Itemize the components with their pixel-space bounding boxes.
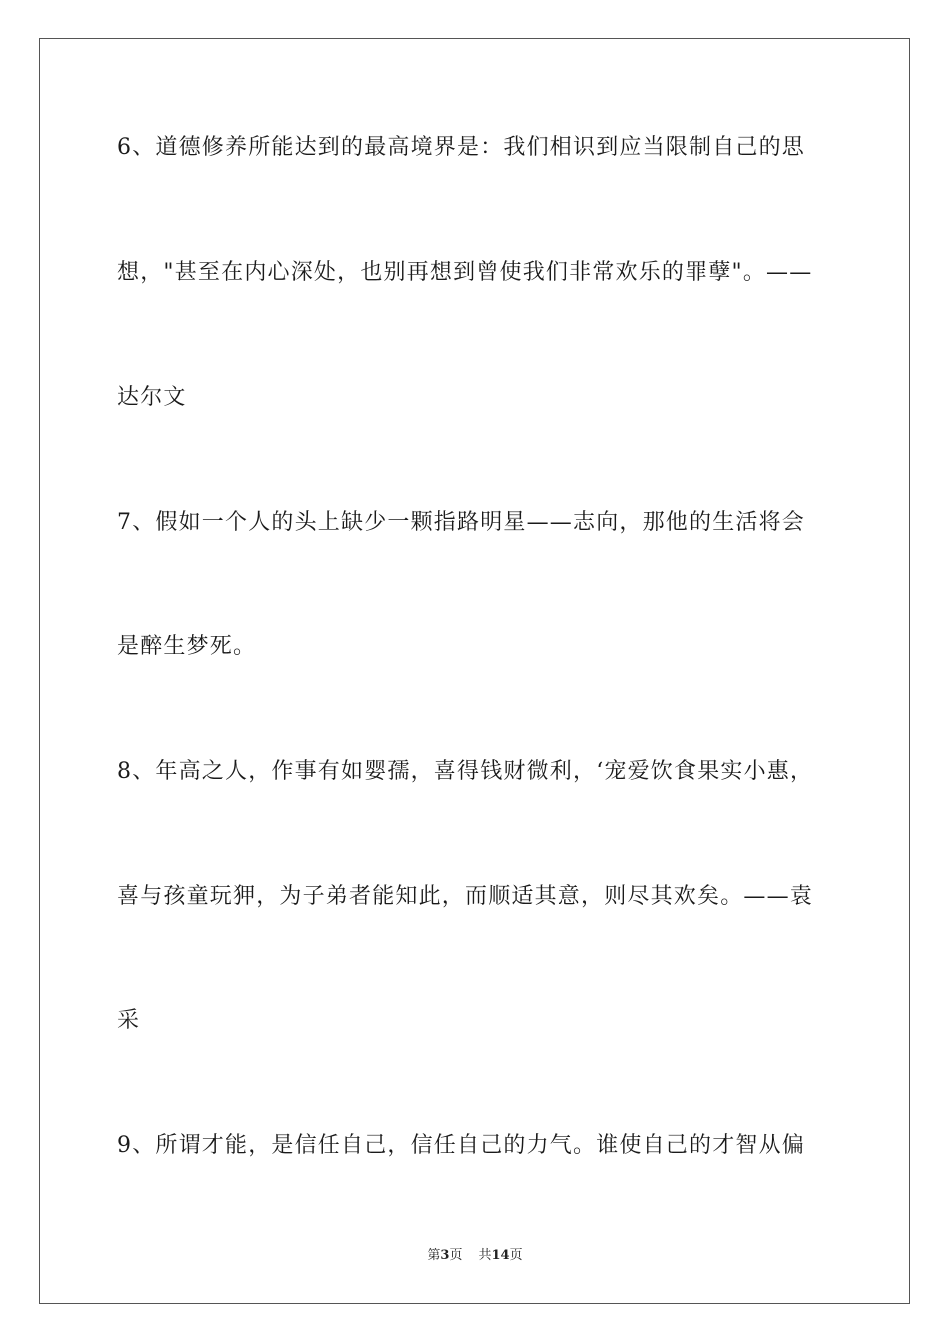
text-line: 7、假如一个人的头上缺少一颗指路明星——志向，那他的生活将会: [117, 510, 805, 535]
page-label-suffix: 页: [449, 1248, 463, 1263]
text-line: 是醉生梦死。: [117, 634, 257, 659]
text-line: 想，"甚至在内心深处，也别再想到曾使我们非常欢乐的罪孽"。——: [117, 260, 813, 285]
page-border: [39, 38, 910, 1304]
text-line: 采: [117, 1008, 141, 1033]
text-line: 8、年高之人，作事有如婴孺，喜得钱财微利，‘宠爱饮食果实小惠，: [117, 759, 814, 784]
total-label-prefix: 共: [478, 1248, 492, 1263]
total-label-suffix: 页: [509, 1248, 523, 1263]
text-line: 喜与孩童玩狎，为子弟者能知此，而顺适其意，则尽其欢矣。——袁: [117, 884, 814, 909]
text-line: 达尔文: [117, 385, 187, 410]
page-footer: [0, 1247, 950, 1265]
page-label-prefix: 第: [427, 1248, 441, 1263]
page-number: 3: [440, 1248, 450, 1263]
total-pages: 14: [491, 1248, 510, 1263]
text-line: 6、道德修养所能达到的最高境界是：我们相识到应当限制自己的思: [117, 135, 805, 160]
text-line: 9、所谓才能，是信任自己，信任自己的力气。谁使自己的才智从偏: [117, 1133, 805, 1158]
